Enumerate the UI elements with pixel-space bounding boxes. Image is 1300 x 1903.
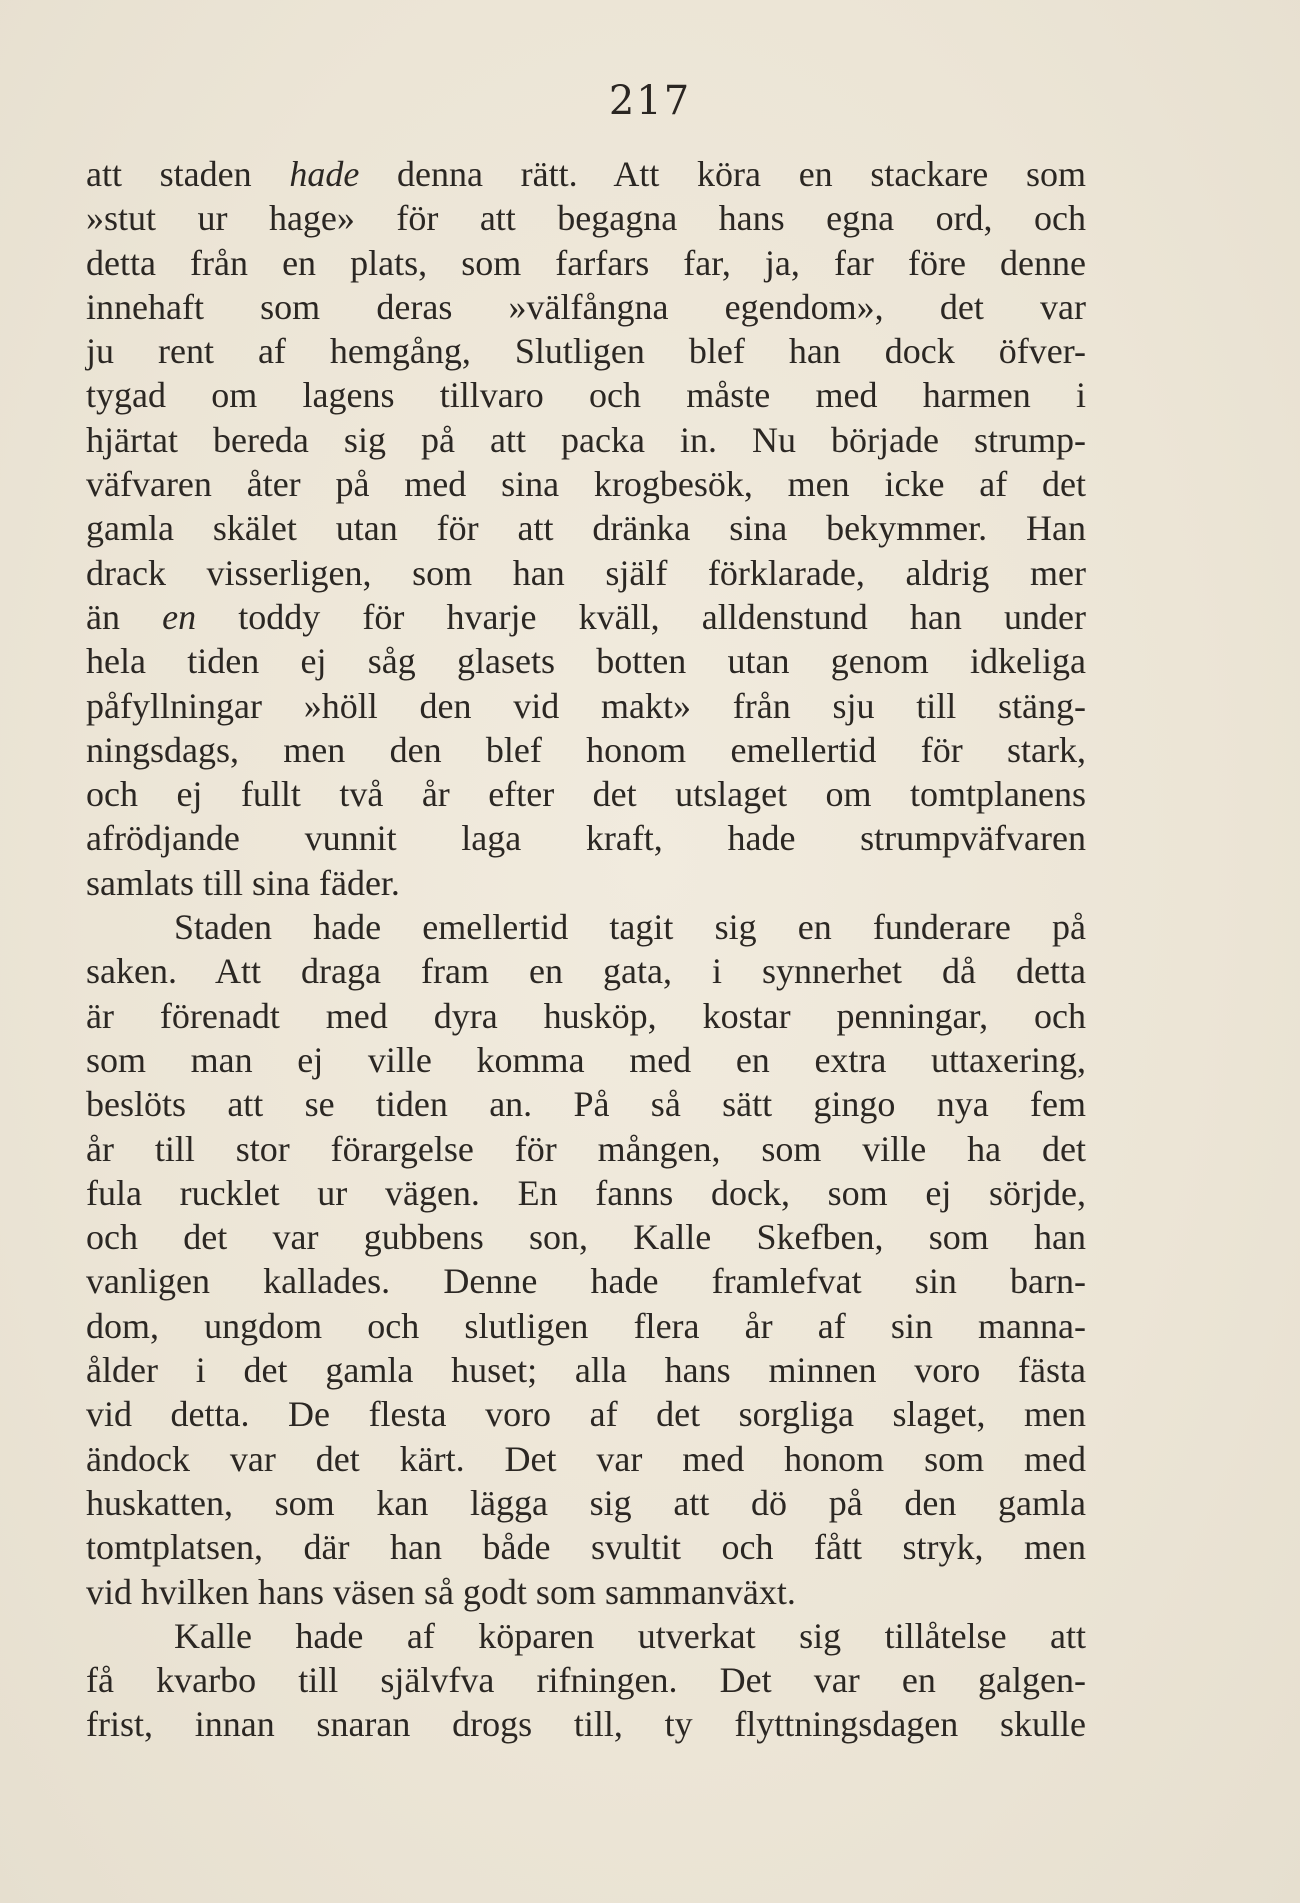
text-line: väfvaren åter på med sina krogbesök, men icke af det	[86, 464, 1086, 505]
text-line: ålder i det gamla huset; alla hans minnen voro fästa	[86, 1350, 1086, 1391]
text-line: detta från en plats, som farfars far, ja, far före denne	[86, 242, 1086, 283]
text-line: hela tiden ej såg glasets botten utan genom idkeliga	[86, 641, 1086, 682]
text-line: drack visserligen, som han själf förklarade, aldrig mer	[86, 552, 1086, 593]
text-line: påfyllningar »höll den vid makt» från sju till stäng-	[86, 685, 1086, 726]
text-line: afrödjande vunnit laga kraft, hade strumpväfvaren	[86, 818, 1086, 859]
text-line: och det var gubbens son, Kalle Skefben, som han	[86, 1217, 1086, 1258]
text-line: Kalle hade af köparen utverkat sig tillåtelse att	[174, 1615, 1086, 1656]
text-line: som man ej ville komma med en extra uttaxering,	[86, 1039, 1086, 1080]
text-line: än en toddy för hvarje kväll, alldenstund han under	[86, 596, 1087, 637]
text-line: saken. Att draga fram en gata, i synnerhet då detta	[86, 951, 1086, 992]
text-line: är förenadt med dyra husköp, kostar penningar, och	[86, 995, 1086, 1036]
text-line: samlats till sina fäder.	[86, 862, 400, 903]
text-line: ju rent af hemgång, Slutligen blef han dock öfver-	[86, 331, 1086, 372]
text-line: frist, innan snaran drogs till, ty flyttningsdagen skulle	[86, 1704, 1086, 1745]
text-line: vid detta. De flesta voro af det sorgliga slaget, men	[86, 1394, 1086, 1435]
text-line: och ej fullt två år efter det utslaget om tomtplanens	[86, 774, 1086, 815]
text-line: få kvarbo till självfva rifningen. Det var en galgen-	[86, 1660, 1086, 1701]
body-text	[86, 152, 1086, 1747]
text-line: beslöts att se tiden an. På så sätt gingo nya fem	[86, 1084, 1086, 1125]
text-line: vanligen kallades. Denne hade framlefvat sin barn-	[86, 1261, 1086, 1302]
text-line: hjärtat bereda sig på att packa in. Nu började strump-	[86, 419, 1086, 460]
text-line: vid hvilken hans väsen så godt som sammanväxt.	[86, 1571, 796, 1612]
text-line: Staden hade emellertid tagit sig en funderare på	[174, 907, 1086, 948]
text-line: gamla skälet utan för att dränka sina bekymmer. Han	[86, 508, 1086, 549]
page-number: 217	[608, 78, 692, 124]
italic-word: hade	[289, 154, 360, 194]
text-line: huskatten, som kan lägga sig att dö på den gamla	[86, 1482, 1086, 1523]
text-line: innehaft som deras »välfångna egendom», det var	[86, 286, 1086, 327]
text-line: tomtplatsen, där han både svultit och fått stryk, men	[86, 1527, 1086, 1568]
text-line: »stut ur hage» för att begagna hans egna ord, och	[86, 198, 1086, 239]
text-line: ändock var det kärt. Det var med honom som med	[86, 1438, 1086, 1479]
text-line: dom, ungdom och slutligen flera år af sin manna-	[86, 1305, 1086, 1346]
text-line: att staden hade denna rätt. Att köra en stackare som	[86, 154, 1086, 194]
text-line: ningsdags, men den blef honom emellertid för stark,	[86, 729, 1086, 770]
text-line: år till stor förargelse för mången, som ville ha det	[86, 1128, 1086, 1169]
text-line: tygad om lagens tillvaro och måste med harmen i	[86, 375, 1086, 416]
text-line: fula rucklet ur vägen. En fanns dock, som ej sörjde,	[86, 1172, 1086, 1213]
italic-word: en	[162, 596, 197, 637]
